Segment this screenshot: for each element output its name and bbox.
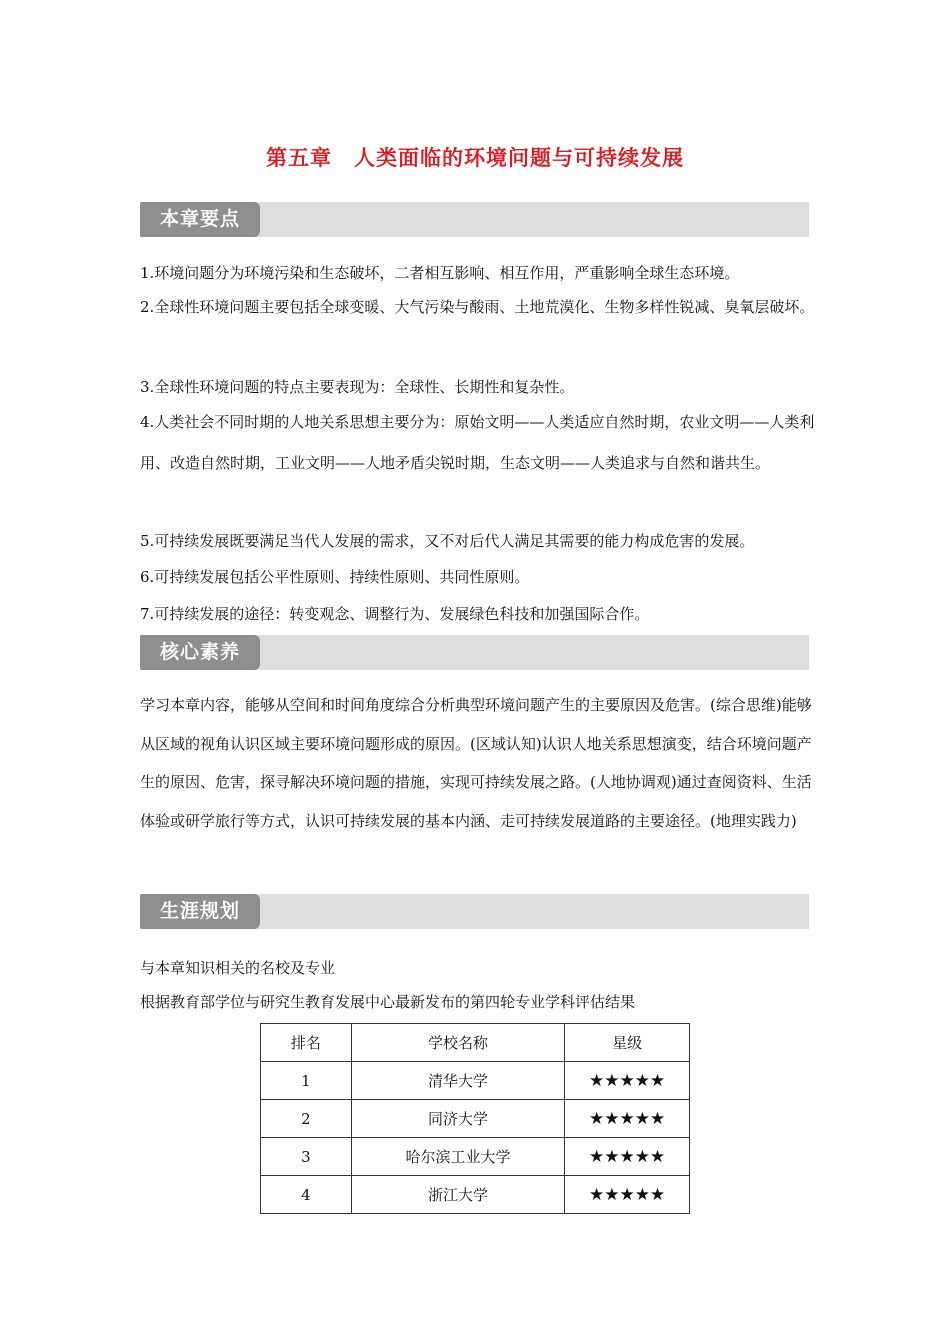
key-point-7: 7.可持续发展的途径：转变观念、调整行为、发展绿色科技和加强国际合作。 [140,605,650,623]
career-source: 根据教育部学位与研究生教育发展中心最新发布的第四轮专业学科评估结果 [140,993,636,1011]
section-tab-key-points: 本章要点 [140,202,260,237]
cell-stars: ★★★★★ [565,1138,690,1176]
key-point-4: 4.人类社会不同时期的人地关系思想主要分为：原始文明——人类适应自然时期，农业文明——人类利用、改造自然时期，工业文明——人地矛盾尖锐时期，生态文明——人类追求与自然和谐共生。 [140,413,815,472]
cell-school: 清华大学 [351,1062,564,1100]
header-stars: 星级 [565,1024,690,1062]
table-row [261,1100,690,1138]
career-intro: 与本章知识相关的名校及专业 [140,959,336,977]
cell-rank: 1 [261,1062,352,1100]
key-point-3: 3.全球性环境问题的特点主要表现为：全球性、长期性和复杂性。 [140,378,575,396]
cell-stars: ★★★★★ [565,1062,690,1100]
cell-school: 哈尔滨工业大学 [351,1138,564,1176]
page-title [0,142,950,172]
section-header-career [140,894,809,929]
key-point-1: 1.环境问题分为环境污染和生态破坏，二者相互影响、相互作用，严重影响全球生态环境。 [140,264,740,282]
cell-school: 浙江大学 [351,1176,564,1214]
section-header-key-points [140,202,809,237]
core-literacy-text: 学习本章内容，能够从空间和时间角度综合分析典型环境问题产生的主要原因及危害。(综合思维)能够从区域的视角认识区域主要环境问题形成的原因。(区域认知)认识人地关系思想演变，结合环境问题产生的原因、危害，探寻解决环境问题的措施，实现可持续发展之路。(人地协调观)通过查阅资料、生活体验或研学旅行等方式，认识可持续发展的基本内涵、走可持续发展道路的主要途径。(地理实践力) [140,696,812,830]
cell-rank: 3 [261,1138,352,1176]
table-header-row [261,1024,690,1062]
header-school: 学校名称 [351,1024,564,1062]
table-row [261,1176,690,1214]
cell-stars: ★★★★★ [565,1176,690,1214]
key-point-6: 6.可持续发展包括公平性原则、持续性原则、共同性原则。 [140,568,530,586]
ranking-table [260,1023,690,1214]
chapter-number: 第五章 [266,146,332,170]
table-row [261,1138,690,1176]
chapter-name: 人类面临的环境问题与可持续发展 [354,146,684,170]
section-tab-career: 生涯规划 [140,894,260,929]
cell-rank: 2 [261,1100,352,1138]
table-row [261,1062,690,1100]
header-rank: 排名 [261,1024,352,1062]
cell-school: 同济大学 [351,1100,564,1138]
section-header-core-literacy [140,635,809,670]
key-point-5: 5.可持续发展既要满足当代人发展的需求，又不对后代人满足其需要的能力构成危害的发展。 [140,532,755,550]
section-tab-core-literacy: 核心素养 [140,635,260,670]
cell-rank: 4 [261,1176,352,1214]
key-point-2: 2.全球性环境问题主要包括全球变暖、大气污染与酸雨、土地荒漠化、生物多样性锐减、臭氧层破坏。 [140,298,815,316]
cell-stars: ★★★★★ [565,1100,690,1138]
